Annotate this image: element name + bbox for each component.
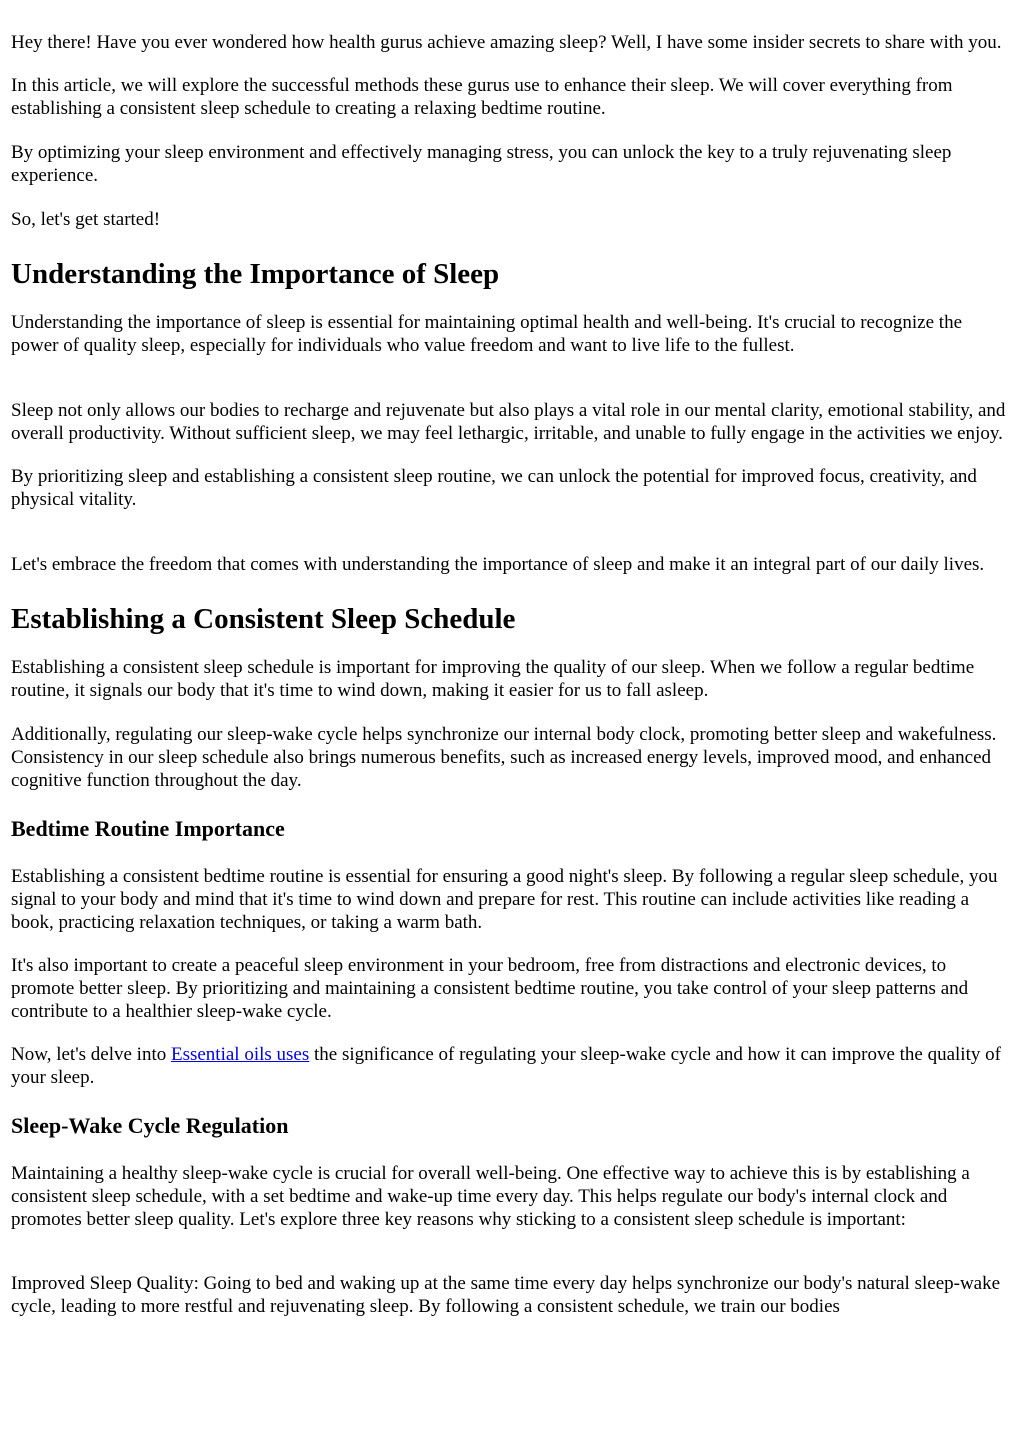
section1-paragraph-2: Sleep not only allows our bodies to recharge and rejuvenate but also plays a vital role in our mental clarity, emotional stability, and overall productivity. Without sufficient sleep, we may feel lethargic, irritable, and unable to fully engage in the activities we enjoy. — [11, 400, 1006, 444]
section2-paragraph-2: Additionally, regulating our sleep-wake cycle helps synchronize our internal body clock, promoting better sleep and wakefulness. Consistency in our sleep schedule also brings numerous benefits, such as increased energy levels, improved mood, and enhanced cognitive function throughout the day. — [11, 724, 997, 791]
intro-paragraph-2: In this article, we will explore the successful methods these gurus use to enhance their sleep. We will cover everything from establishing a consistent sleep schedule to creating a relaxing bedtime routine. — [11, 75, 953, 119]
section1-paragraph-1: Understanding the importance of sleep is essential for maintaining optimal health and well-being. It's crucial to recognize the power of quality sleep, especially for individuals who value freedom and want to live life to the fullest. — [11, 312, 963, 356]
section-heading-importance-of-sleep: Understanding the Importance of Sleep — [11, 258, 500, 290]
section2-paragraph-1: Establishing a consistent sleep schedule is important for improving the quality of our sleep. When we follow a regular bedtime routine, it signals our body that it's time to wind down, making it easier for us to fall asleep. — [11, 657, 975, 701]
link-paragraph-after: the significance of regulating your sleep-wake cycle and how it can improve the quality of your sleep. — [11, 1044, 1001, 1088]
subsection2-paragraph-2: Improved Sleep Quality: Going to bed and waking up at the same time every day helps synchronize our body's natural sleep-wake cycle, leading to more restful and rejuvenating sleep. By following a consistent schedule, we train our bodies — [11, 1273, 1001, 1317]
subsection1-paragraph-2: It's also important to create a peaceful sleep environment in your bedroom, free from distractions and electronic devices, to promote better sleep. By prioritizing and maintaining a consistent bedtime routine, you take control of your sleep patterns and contribute to a healthier sleep-wake cycle. — [11, 955, 969, 1022]
intro-paragraph-3: By optimizing your sleep environment and effectively managing stress, you can unlock the key to a truly rejuvenating sleep experience. — [11, 142, 952, 186]
subsection-heading-sleep-wake-cycle: Sleep-Wake Cycle Regulation — [11, 1113, 289, 1138]
link-paragraph-before: Now, let's delve into — [11, 1044, 171, 1065]
subsection1-link-paragraph — [11, 1043, 1014, 1089]
intro-paragraph-4: So, let's get started! — [11, 209, 161, 230]
section1-paragraph-3: By prioritizing sleep and establishing a consistent sleep routine, we can unlock the potential for improved focus, creativity, and physical vitality. — [11, 466, 977, 510]
subsection2-paragraph-1: Maintaining a healthy sleep-wake cycle is crucial for overall well-being. One effective way to achieve this is by establishing a consistent sleep schedule, with a set bedtime and wake-up time every day. This helps regulate our body's internal clock and promotes better sleep quality. Let's explore three key reasons why sticking to a consistent sleep schedule is important: — [11, 1163, 970, 1230]
subsection1-paragraph-1: Establishing a consistent bedtime routine is essential for ensuring a good night's sleep. By following a regular sleep schedule, you signal to your body and mind that it's time to wind down and prepare for rest. This routine can include activities like reading a book, practicing relaxation techniques, or taking a warm bath. — [11, 866, 998, 933]
subsection-heading-bedtime-routine: Bedtime Routine Importance — [11, 816, 285, 841]
intro-paragraph-1: Hey there! Have you ever wondered how health gurus achieve amazing sleep? Well, I have some insider secrets to share with you. — [11, 32, 1002, 53]
section1-paragraph-4: Let's embrace the freedom that comes with understanding the importance of sleep and make it an integral part of our daily lives. — [11, 554, 985, 575]
section-heading-consistent-sleep-schedule: Establishing a Consistent Sleep Schedule — [11, 603, 516, 635]
essential-oils-uses-link[interactable]: Essential oils uses — [170, 1044, 310, 1065]
